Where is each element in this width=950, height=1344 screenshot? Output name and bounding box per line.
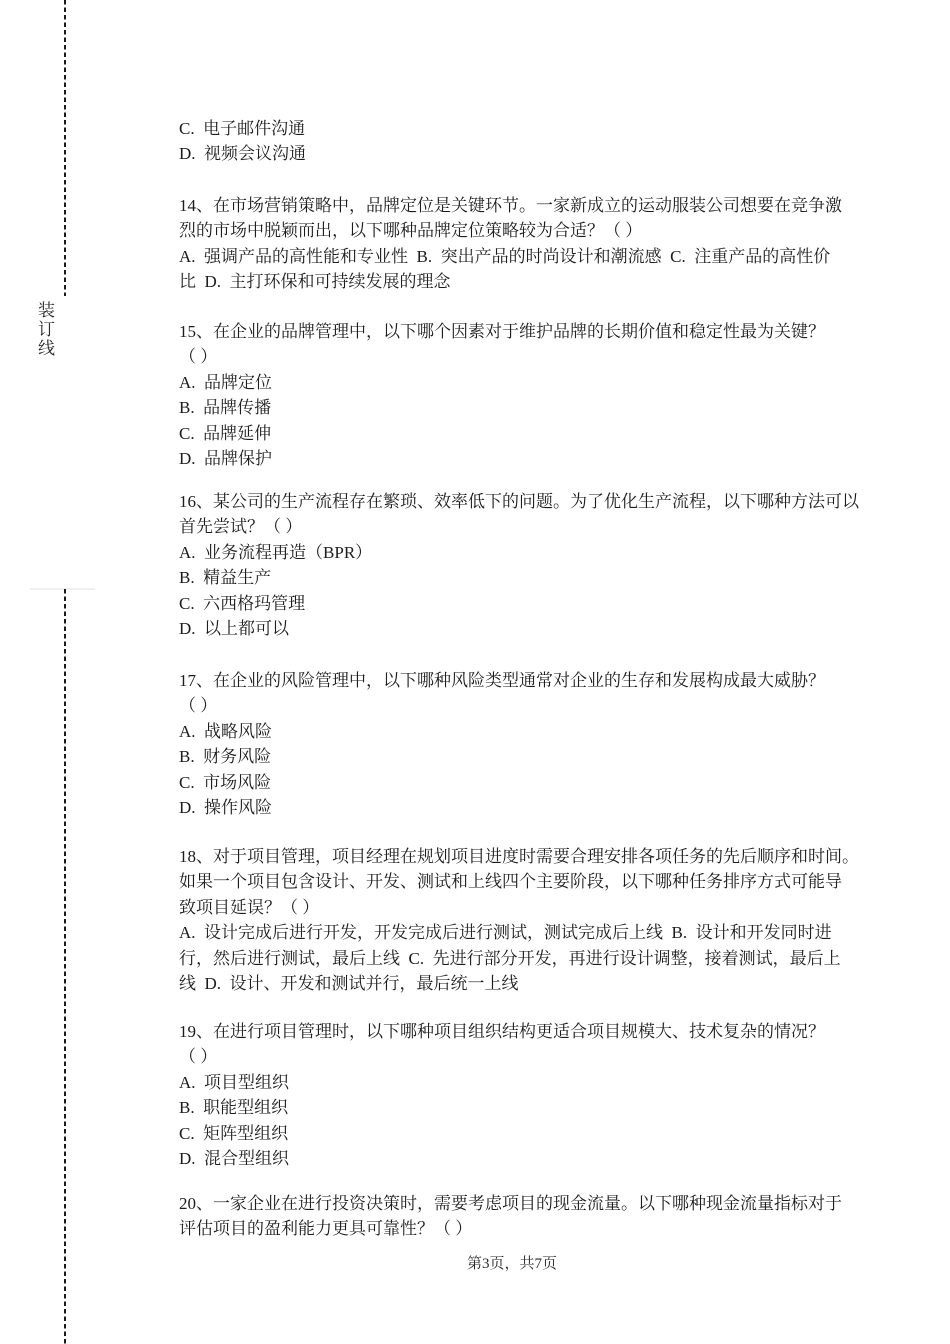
- option-line: B. 精益生产: [179, 568, 272, 588]
- option-line: 行，然后进行测试，最后上线 C. 先进行部分开发，再进行设计调整，接着测试，最后上: [179, 948, 841, 968]
- question-19: [179, 1019, 889, 1171]
- question-18: [179, 844, 889, 996]
- option-line: D. 以上都可以: [179, 618, 290, 638]
- option-line: C. 市场风险: [179, 772, 272, 792]
- question-text-line: 致项目延误？（ ）: [179, 897, 320, 917]
- option-line: B. 财务风险: [179, 747, 272, 767]
- option-line: D. 品牌保护: [179, 448, 273, 468]
- question-text-line: 首先尝试？（ ）: [179, 517, 303, 537]
- question-text-line: 15、在企业的品牌管理中，以下哪个因素对于维护品牌的长期价值和稳定性最为关键？: [179, 322, 825, 341]
- option-line: A. 项目型组织: [179, 1072, 290, 1092]
- option-line: D. 操作风险: [179, 797, 273, 817]
- option-line: 线 D. 设计、开发和测试并行，最后统一上线: [179, 973, 519, 993]
- question-20: [179, 1191, 889, 1242]
- binding-line-label: 装订线: [38, 301, 55, 358]
- option-line: A. 强调产品的高性能和专业性 B. 突出产品的时尚设计和潮流感 C. 注重产品的高性价: [179, 246, 831, 266]
- option-line: C. 品牌延伸: [179, 423, 272, 443]
- question-text-line: 16、某公司的生产流程存在繁琐、效率低下的问题。为了优化生产流程，以下哪种方法可以: [179, 492, 859, 511]
- option-line: B. 职能型组织: [179, 1098, 289, 1118]
- option-line: B. 品牌传播: [179, 398, 272, 418]
- question-14: [179, 193, 889, 295]
- binding-dashed-line-bottom: [64, 589, 66, 1344]
- option-line: C. 矩阵型组织: [179, 1123, 289, 1143]
- question-text-line: 20、一家企业在进行投资决策时，需要考虑项目的现金流量。以下哪种现金流量指标对于: [179, 1194, 842, 1213]
- option-line: C. 电子邮件沟通: [179, 119, 306, 138]
- question-text-line: 18、对于项目管理，项目经理在规划项目进度时需要合理安排各项任务的先后顺序和时间。: [179, 847, 859, 866]
- question-text-line: 17、在企业的风险管理中，以下哪种风险类型通常对企业的生存和发展构成最大威胁？: [179, 671, 825, 690]
- answer-brackets-line: （ ）: [179, 1047, 218, 1067]
- option-line: A. 业务流程再造（BPR）: [179, 542, 373, 562]
- answer-brackets-line: （ ）: [179, 696, 218, 716]
- option-line: A. 战略风险: [179, 721, 273, 741]
- option-line: D. 视频会议沟通: [179, 144, 307, 164]
- question-text-line: 如果一个项目包含设计、开发、测试和上线四个主要阶段，以下哪种任务排序方式可能导: [179, 872, 842, 892]
- question-15: [179, 319, 889, 471]
- option-line: A. 设计完成后进行开发，开发完成后进行测试，测试完成后上线 B. 设计和开发同时进: [179, 923, 832, 943]
- question-16: [179, 489, 889, 641]
- option-line: A. 品牌定位: [179, 372, 273, 392]
- option-line: D. 混合型组织: [179, 1148, 290, 1168]
- binding-dashed-line-top: [64, 0, 66, 296]
- question-text-line: 19、在进行项目管理时，以下哪种项目组织结构更适合项目规模大、技术复杂的情况？: [179, 1022, 825, 1041]
- faint-scan-mark: [30, 588, 95, 590]
- page-number-footer: 第3页，共7页: [466, 1256, 557, 1272]
- question-13-remaining-options: [179, 116, 889, 167]
- question-text-line: 评估项目的盈利能力更具可靠性？（ ）: [179, 1219, 473, 1239]
- question-17: [179, 668, 889, 820]
- answer-brackets-line: （ ）: [179, 347, 218, 367]
- question-text-line: 烈的市场中脱颖而出，以下哪种品牌定位策略较为合适？（ ）: [179, 221, 643, 241]
- question-text-line: 14、在市场营销策略中，品牌定位是关键环节。一家新成立的运动服装公司想要在竞争激: [179, 196, 842, 215]
- option-line: C. 六西格玛管理: [179, 593, 306, 613]
- option-line: 比 D. 主打环保和可持续发展的理念: [179, 272, 451, 292]
